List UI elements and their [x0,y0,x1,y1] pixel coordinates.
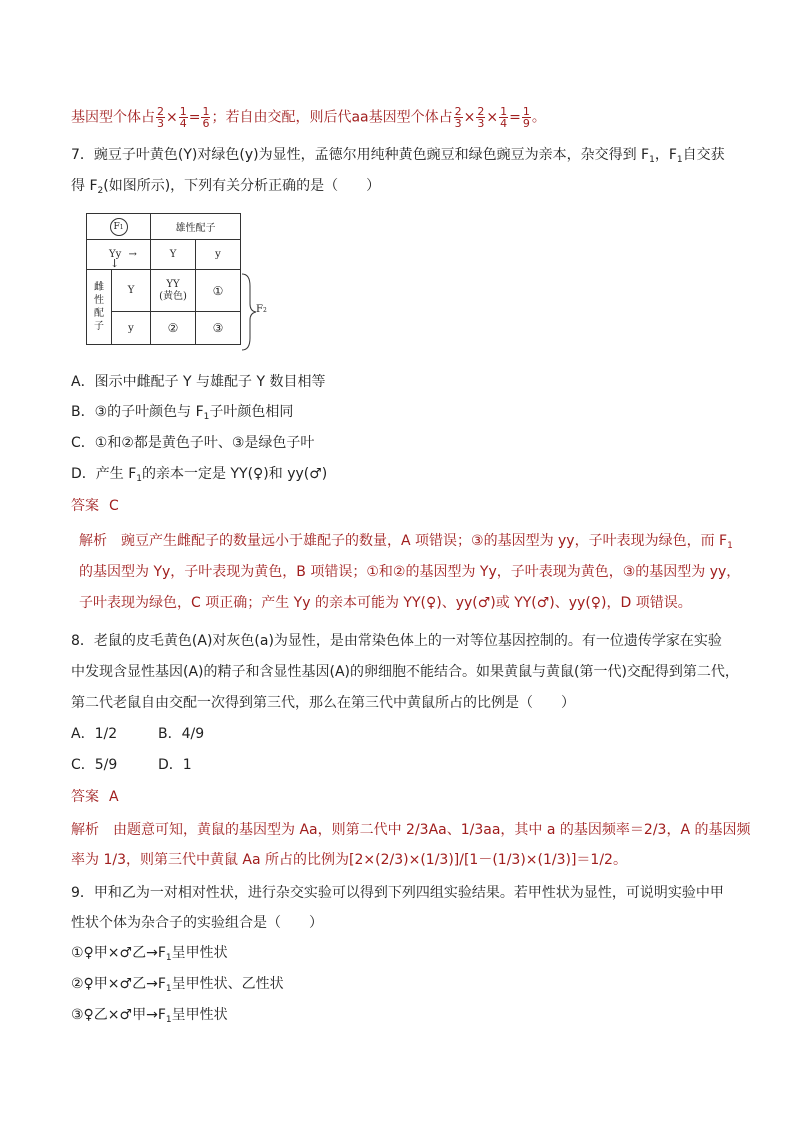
q8-explanation-line1: 解析 由题意可知，黄鼠的基因型为 Aa，则第二代中 2/3Aa、1/3aa，其中 a 的基因频率＝2/3，A 的基因频 [71,822,751,838]
subscript: 1 [136,474,143,484]
text-segment: 基因型个体占 [71,109,155,126]
denominator: 4 [500,117,508,130]
q8-explanation-line2: 率为 1/3，则第三代中黄鼠 Aa 所占的比例为[2×(2/3)×(1/3)]/[1－(1/3)×(1/3)]＝1/2。 [71,852,627,868]
q7-explanation-line1 [79,531,733,556]
q8-stem-line1: 8．老鼠的皮毛黄色(A)对灰色(a)为显性，是由常染色体上的一对等位基因控制的。有一位遗传学家在实验 [71,633,722,649]
text-segment: ③♀乙×♂甲→F [71,1007,166,1023]
q9-stem-line2: 性状个体为杂合子的实验组合是（ ） [71,915,323,931]
q7-explanation-line3: 子叶表现为绿色，C 项正确；产生 Yy 的亲本可能为 YY(♀)、yy(♂)或 YY(♂)、yy(♀)，D 项错误。 [79,595,692,611]
fraction [156,106,165,129]
answer-value: A [109,789,119,805]
q9-item-1 [71,943,228,968]
f2-label [256,304,267,315]
subscript: 1 [119,223,124,231]
q7-stem-line2 [71,176,380,201]
fraction [201,106,210,129]
q7-stem-line1 [71,145,725,170]
text-segment: 解析 豌豆产生雌配子的数量远小于雄配子的数量，A 项错误；③的基因型为 yy，子叶表现为绿色，而 F [79,533,728,549]
numerator: 2 [477,105,485,118]
numerator: 1 [522,105,530,118]
subscript: 1 [676,155,683,165]
text-segment: 呈甲性状 [171,945,228,961]
text-segment: 的亲本一定是 YY(♀)和 yy(♂) [142,466,328,482]
denominator: 4 [179,117,187,130]
arrow-down-icon: ↓ [110,257,120,270]
fraction [522,106,531,129]
text-segment: 得 F [71,178,98,194]
q7-option-c: C．①和②都是黄色子叶、③是绿色子叶 [71,435,315,451]
denominator: 3 [477,117,485,130]
text-segment: ①♀甲×♂乙→F [71,945,166,961]
f1-circle [110,218,128,236]
parent-cell [87,240,151,270]
numerator: 1 [179,105,187,118]
subscript: 2 [97,186,104,196]
female-header-text: 雌 性 配 子 [94,282,104,332]
times-sign: × [486,109,499,126]
q7-explanation-line2: 的基因型为 Yy，子叶表现为黄色，B 项错误；①和②的基因型为 Yy，子叶表现为黄色，③的基因型为 yy， [79,564,741,580]
text-segment: ②♀甲×♂乙→F [71,976,166,992]
q8-option-a: A．1/2 [71,726,118,742]
fraction [476,106,485,129]
fraction [179,106,188,129]
subscript: 1 [203,412,210,422]
fraction [454,106,463,129]
q9-item-3 [71,1005,228,1030]
subscript: 2 [262,307,267,314]
male-gamete-header: 雄性配子 [151,214,241,240]
cell-1: ① [196,270,241,312]
cell-2: ② [151,312,196,345]
text-segment: 。 [531,109,546,126]
q8-option-c: C．5/9 [71,757,118,773]
equals-sign: = [188,109,201,126]
answer-label: 答案 [71,789,99,805]
denominator: 3 [157,117,164,130]
female-gamete-Y: Y [112,270,151,312]
parent-genotype: Yy [109,249,122,260]
phenotype-note: (黄色) [159,290,187,302]
female-gamete-header [87,270,112,345]
text-segment: 呈甲性状 [171,1007,228,1023]
text-segment: 7．豌豆子叶黄色(Y)对绿色(y)为显性，孟德尔用纯种黄色豌豆和绿色豌豆为亲本，杂交得到 F [71,147,650,163]
arrow-right-icon: → [128,249,137,260]
cell-3: ③ [196,312,241,345]
f1-cell [87,214,151,240]
numerator: 2 [157,105,164,118]
genotype-YY: YY [166,278,180,290]
male-gamete-Y: Y [151,240,196,270]
q7-answer [71,496,119,516]
times-sign: × [463,109,476,126]
denominator: 9 [522,117,530,130]
cell-YY [151,270,196,312]
fraction [499,106,508,129]
q9-item-2 [71,974,284,999]
denominator: 3 [454,117,462,130]
subscript: 1 [727,541,733,551]
female-gamete-y: y [112,312,151,345]
q7-option-d [71,464,327,489]
subscript: 1 [649,155,655,165]
text-segment: B．③的子叶颜色与 F [71,404,204,420]
answer-label: 答案 [71,498,99,514]
text-segment: 自交获 [682,147,725,163]
equals-sign: = [509,109,521,126]
subscript: 1 [165,1015,172,1025]
text-segment: ；若自由交配，则后代aa基因型个体占 [211,109,453,126]
denominator: 6 [202,117,210,130]
q7-option-b [71,402,293,427]
male-gamete-y: y [196,240,241,270]
times-sign: × [166,109,178,126]
f2-letter: F [256,304,263,315]
punnett-square [86,213,241,345]
numerator: 1 [500,105,508,118]
q9-stem-line1: 9．甲和乙为一对相对性状，进行杂交实验可以得到下列四组实验结果。若甲性状为显性，可说明实验中甲 [71,885,724,901]
top-fraction-line [71,106,546,129]
subscript: 1 [165,953,172,963]
q8-stem-line3: 第二代老鼠自由交配一次得到第三代，那么在第三代中黄鼠所占的比例是（ ） [71,695,575,711]
text-segment: 呈甲性状、乙性状 [171,976,284,992]
q8-stem-line2: 中发现含显性基因(A)的精子和含显性基因(A)的卵细胞不能结合。如果黄鼠与黄鼠(第一代)交配得到第二代， [71,664,739,680]
answer-value: C [109,498,119,514]
text-segment: D．产生 F [71,466,137,482]
q8-option-b: B．4/9 [158,726,205,742]
subscript: 1 [165,984,172,994]
f1-label: F [113,221,120,232]
text-segment: ，F [654,147,677,163]
q8-answer [71,787,119,807]
numerator: 1 [202,105,210,118]
q8-option-d: D．1 [158,757,192,773]
q7-option-a: A．图示中雌配子 Y 与雄配子 Y 数目相等 [71,374,326,390]
numerator: 2 [454,105,462,118]
text-segment: 子叶颜色相同 [209,404,294,420]
text-segment: (如图所示)，下列有关分析正确的是（ ） [103,178,381,194]
